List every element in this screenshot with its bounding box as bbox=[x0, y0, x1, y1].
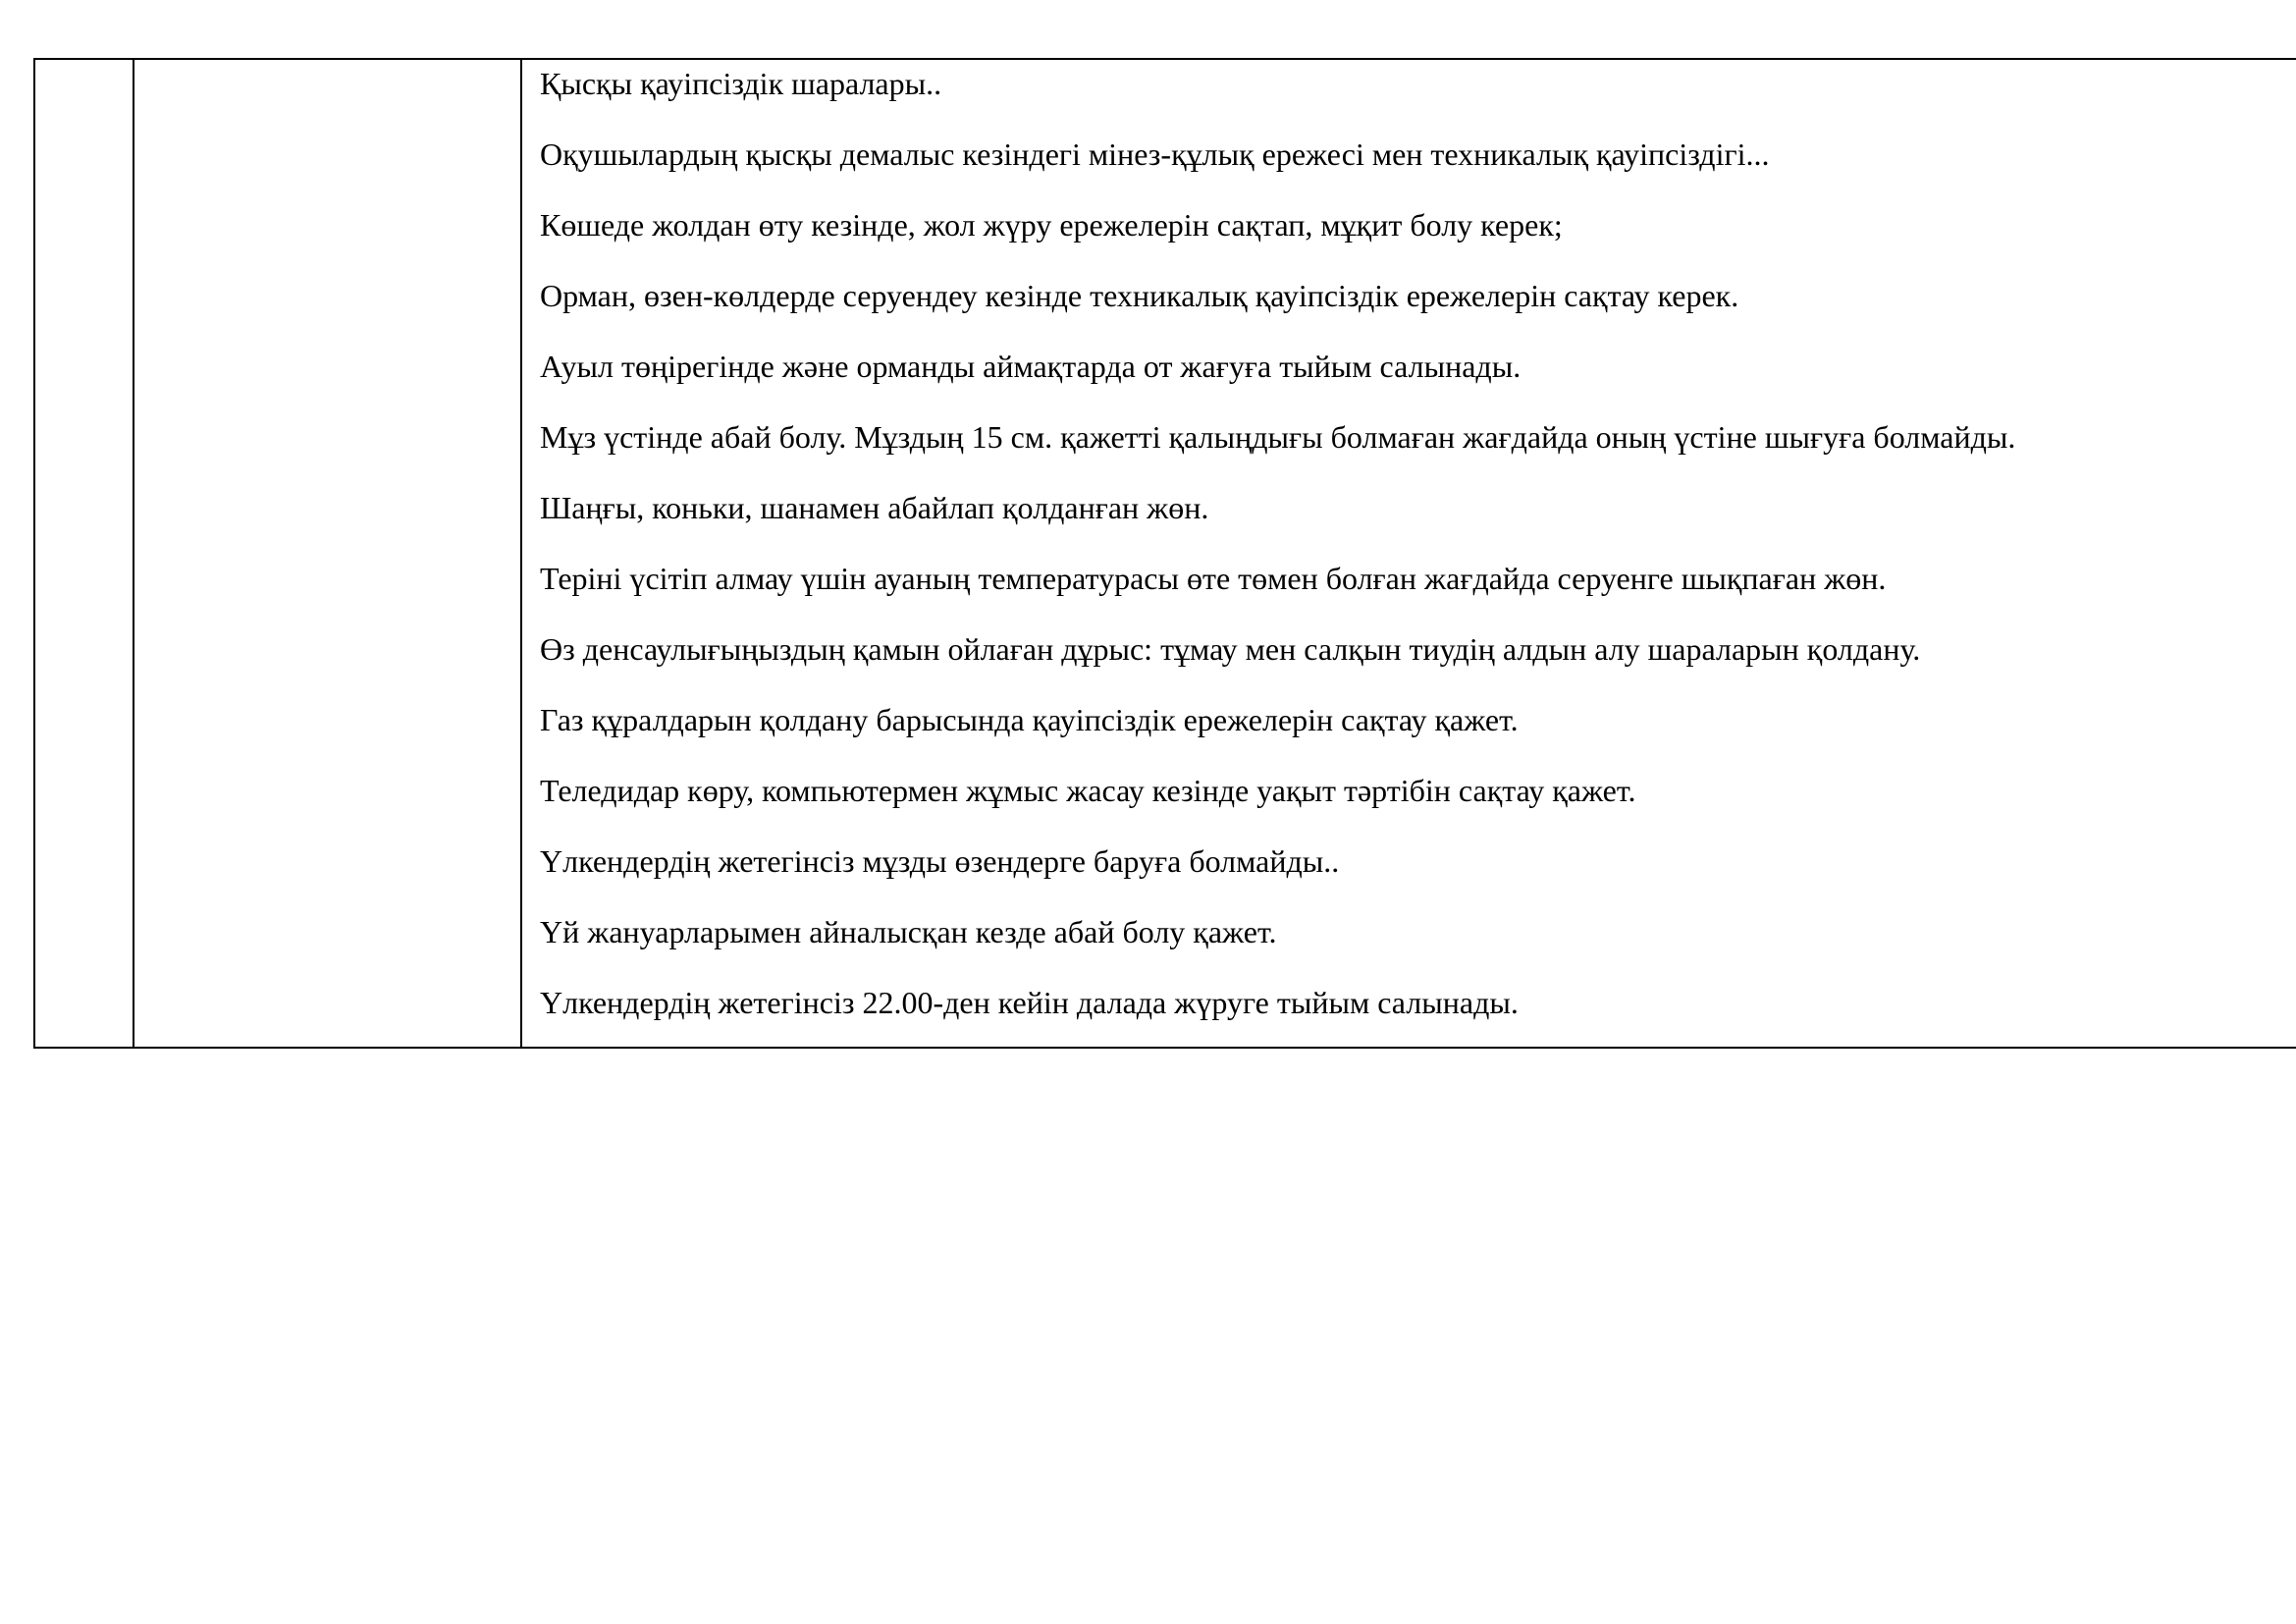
paragraph: Өз денсаулығыңыздың қамын ойлаған дұрыс: тұмау мен салқын тиудің алдын алу шараларын қолдану. bbox=[540, 631, 1921, 667]
paragraph: Үлкендердің жетегінсіз мұзды өзендерге баруға болмайды.. bbox=[540, 843, 1340, 879]
paragraph: Үй жануарларымен айналысқан кезде абай болу қажет. bbox=[540, 914, 1277, 949]
paragraph: Оқушылардың қысқы демалыс кезіндегі мінез-құлық ережесі мен техникалық қауіпсіздігі... bbox=[540, 136, 1770, 172]
table-row bbox=[34, 59, 2296, 1048]
table-cell-number bbox=[34, 59, 133, 1048]
document-table bbox=[33, 58, 2296, 1049]
paragraph: Көшеде жолдан өту кезінде, жол жүру ережелерін сақтап, мұқит болу керек; bbox=[540, 207, 1563, 243]
content-text-block bbox=[522, 66, 2296, 1020]
paragraph: Теледидар көру, компьютермен жұмыс жасау кезінде уақыт тәртібін сақтау қажет. bbox=[540, 773, 1636, 808]
table-cell-topic bbox=[133, 59, 521, 1048]
paragraph: Шаңғы, коньки, шанамен абайлап қолданған жөн. bbox=[540, 490, 1209, 525]
paragraph: Орман, өзен-көлдерде серуендеу кезінде техникалық қауіпсіздік ережелерін сақтау керек. bbox=[540, 278, 1739, 313]
paragraph: Теріні үсітіп алмау үшін ауаның температурасы өте төмен болған жағдайда серуенге шықпаған жөн. bbox=[540, 561, 1887, 596]
paragraph: Қысқы қауіпсіздік шаралары.. bbox=[540, 66, 942, 101]
paragraph: Ауыл төңірегінде және орманды аймақтарда от жағуға тыйым салынады. bbox=[540, 349, 1522, 384]
paragraph: Үлкендердің жетегінсіз 22.00-ден кейін далада жүруге тыйым салынады. bbox=[540, 985, 1519, 1020]
paragraph: Мұз үстінде абай болу. Мұздың 15 см. қажетті қалыңдығы болмаған жағдайда оның үстіне шығуға болмайды. bbox=[540, 419, 2016, 455]
table-cell-content bbox=[521, 59, 2296, 1048]
paragraph: Газ құралдарын қолдану барысында қауіпсіздік ережелерін сақтау қажет. bbox=[540, 702, 1519, 737]
